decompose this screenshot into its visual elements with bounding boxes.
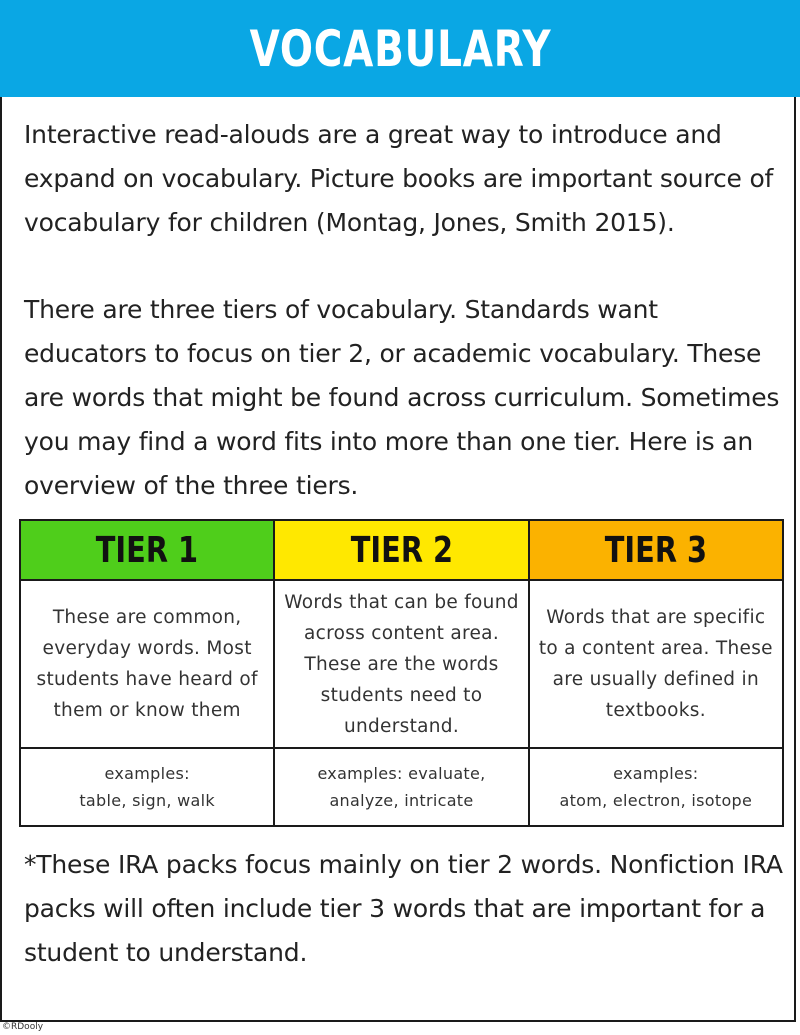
tier-examples-row bbox=[20, 748, 783, 826]
page-title: VOCABULARY bbox=[249, 19, 551, 78]
tiers-table bbox=[19, 519, 784, 827]
tier-description-row bbox=[20, 580, 783, 748]
intro-paragraph-2: There are three tiers of vocabulary. Standards want educators to focus on tier 2, or academic vocabulary. These are words that might be found across curriculum. Sometimes you may find a word fits into more than one tier. Here is an overview of the three tiers. bbox=[24, 295, 780, 500]
intro-paragraph-1: Interactive read-alouds are a great way to introduce and expand on vocabulary. Picture books are important source of vocabulary for children (Montag, Jones, Smith 2015). bbox=[24, 120, 774, 237]
tier-2-examples bbox=[274, 748, 528, 826]
tier-1-label: TIER 1 bbox=[96, 529, 199, 571]
tier-3-header bbox=[529, 520, 783, 580]
footnote: *These IRA packs focus mainly on tier 2 words. Nonfiction IRA packs will often include tier 3 words that are important for a student to understand. bbox=[24, 850, 783, 967]
tier-1-header bbox=[20, 520, 274, 580]
tier-3-label: TIER 3 bbox=[604, 529, 707, 571]
copyright-notice: ©RDooly bbox=[2, 1022, 44, 1032]
tier-2-description: Words that can be found across content area. These are the words students need to understand. bbox=[274, 580, 528, 748]
tier-3-examples-label: examples: bbox=[613, 764, 699, 783]
tier-2-examples-words: analyze, intricate bbox=[329, 791, 474, 810]
tier-3-examples-words: atom, electron, isotope bbox=[559, 791, 753, 810]
tier-3-examples bbox=[529, 748, 783, 826]
tier-2-label: TIER 2 bbox=[350, 529, 453, 571]
tier-header-row bbox=[20, 520, 783, 580]
header-banner bbox=[0, 0, 800, 97]
tier-1-examples-label: examples: bbox=[104, 764, 190, 783]
tier-2-examples-label: examples: evaluate, bbox=[317, 764, 486, 783]
tier-2-header bbox=[274, 520, 528, 580]
tier-3-description: Words that are specific to a content area. These are usually defined in textbooks. bbox=[529, 580, 783, 748]
tier-1-examples bbox=[20, 748, 274, 826]
tier-1-description: These are common, everyday words. Most students have heard of them or know them bbox=[20, 580, 274, 748]
tier-1-examples-words: table, sign, walk bbox=[79, 791, 215, 810]
